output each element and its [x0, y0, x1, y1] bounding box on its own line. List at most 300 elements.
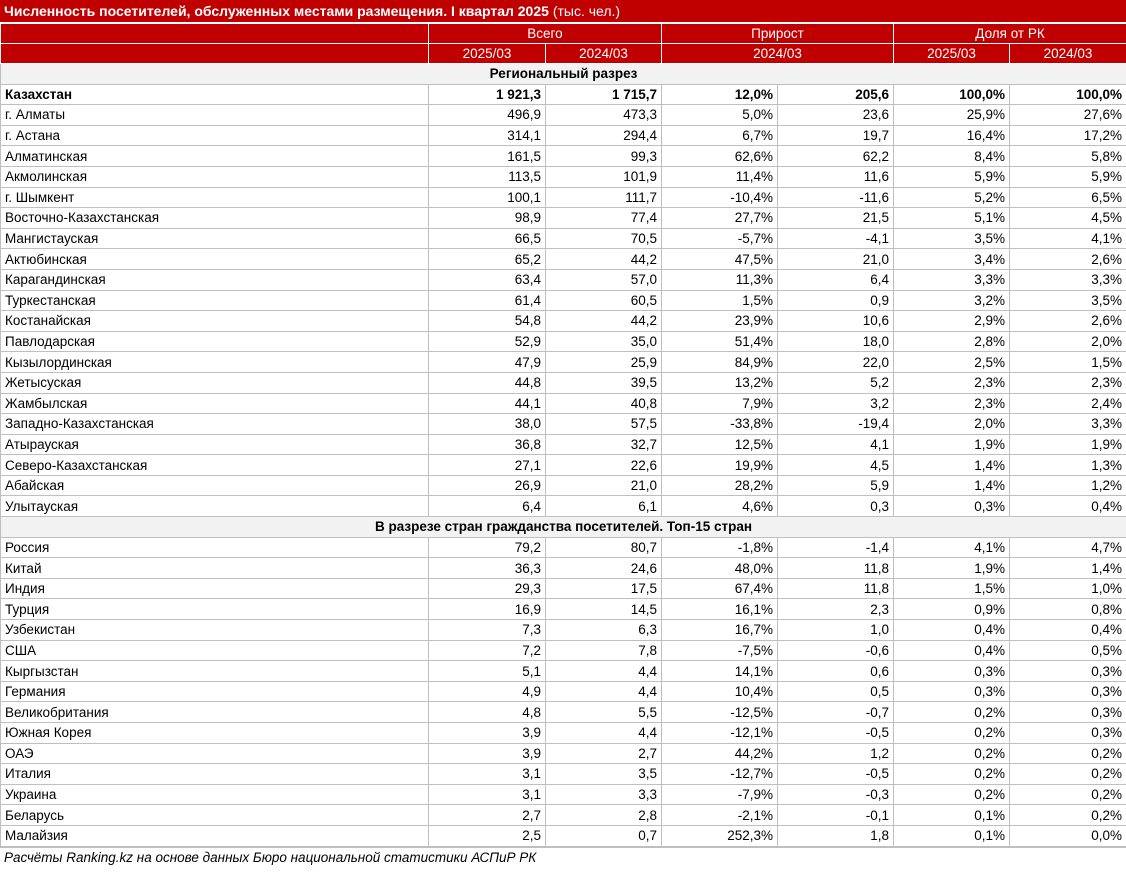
row-value: 3,5%: [1010, 290, 1126, 311]
table-row: [1, 269, 1126, 290]
row-value: 2,4%: [1010, 393, 1126, 414]
footer-note: Расчёты Ranking.kz на основе данных Бюро национальной статистики АСПиР РК: [0, 847, 1126, 868]
row-label: Китай: [1, 558, 429, 579]
section-title: В разрезе стран гражданства посетителей. Топ-15 стран: [1, 517, 1126, 538]
row-value: 11,6: [778, 166, 894, 187]
row-label: Индия: [1, 578, 429, 599]
row-value: 65,2: [429, 249, 546, 270]
table-row: [1, 208, 1126, 229]
row-value: 54,8: [429, 311, 546, 332]
row-label: Западно-Казахстанская: [1, 414, 429, 435]
row-value: 0,2%: [1010, 764, 1126, 785]
table-row: [1, 146, 1126, 167]
row-value: 12,0%: [662, 84, 778, 105]
table-row: [1, 311, 1126, 332]
row-value: 161,5: [429, 146, 546, 167]
row-value: 22,6: [546, 455, 662, 476]
table-row: [1, 743, 1126, 764]
header-blank: [1, 24, 429, 44]
row-value: 1,0%: [1010, 578, 1126, 599]
row-value: 1,9%: [1010, 434, 1126, 455]
row-value: 2,0%: [894, 414, 1010, 435]
row-value: 26,9: [429, 475, 546, 496]
row-value: 1 921,3: [429, 84, 546, 105]
table-row: [1, 393, 1126, 414]
header-row-groups: [1, 24, 1126, 44]
header-group-share: Доля от РК: [894, 24, 1126, 44]
row-value: 52,9: [429, 331, 546, 352]
row-value: 2,3%: [894, 372, 1010, 393]
row-value: 0,2%: [1010, 805, 1126, 826]
row-value: -0,1: [778, 805, 894, 826]
header-row-periods: [1, 44, 1126, 64]
row-value: 84,9%: [662, 352, 778, 373]
row-value: 4,9: [429, 681, 546, 702]
row-value: 0,3%: [1010, 702, 1126, 723]
row-value: 17,2%: [1010, 125, 1126, 146]
row-value: 7,8: [546, 640, 662, 661]
table-row: [1, 187, 1126, 208]
table-row: [1, 558, 1126, 579]
row-value: 2,7: [546, 743, 662, 764]
row-value: 14,1%: [662, 661, 778, 682]
table-row: [1, 661, 1126, 682]
section-header: [1, 517, 1126, 538]
title-unit: (тыс. чел.): [552, 3, 621, 19]
row-value: 6,3: [546, 620, 662, 641]
row-value: -0,5: [778, 764, 894, 785]
row-value: 2,7: [429, 805, 546, 826]
header-group-total: Всего: [429, 24, 662, 44]
row-label: Узбекистан: [1, 620, 429, 641]
row-value: 0,4%: [1010, 620, 1126, 641]
table-row: [1, 105, 1126, 126]
row-value: 6,4: [778, 269, 894, 290]
row-value: 6,4: [429, 496, 546, 517]
table-row: [1, 537, 1126, 558]
row-value: 67,4%: [662, 578, 778, 599]
row-value: 0,2%: [894, 723, 1010, 744]
row-value: 205,6: [778, 84, 894, 105]
row-value: -10,4%: [662, 187, 778, 208]
row-value: 5,8%: [1010, 146, 1126, 167]
row-value: 44,2%: [662, 743, 778, 764]
row-value: 1,9%: [894, 434, 1010, 455]
row-value: 17,5: [546, 578, 662, 599]
row-value: 100,0%: [894, 84, 1010, 105]
row-value: 0,1%: [894, 825, 1010, 846]
row-value: 5,9%: [1010, 166, 1126, 187]
row-value: 4,8: [429, 702, 546, 723]
row-value: 66,5: [429, 228, 546, 249]
row-value: 0,4%: [894, 640, 1010, 661]
row-value: 3,3%: [1010, 269, 1126, 290]
header-blank: [1, 44, 429, 64]
row-value: 7,2: [429, 640, 546, 661]
row-value: 23,9%: [662, 311, 778, 332]
row-label: Актюбинская: [1, 249, 429, 270]
row-value: 2,5: [429, 825, 546, 846]
row-value: 113,5: [429, 166, 546, 187]
row-value: 18,0: [778, 331, 894, 352]
row-value: 1,2%: [1010, 475, 1126, 496]
row-value: 57,0: [546, 269, 662, 290]
row-value: 3,3%: [894, 269, 1010, 290]
row-value: 3,3%: [1010, 414, 1126, 435]
row-value: 0,3%: [894, 681, 1010, 702]
row-value: 0,2%: [1010, 784, 1126, 805]
row-value: 2,9%: [894, 311, 1010, 332]
row-value: 36,3: [429, 558, 546, 579]
row-value: 0,5: [778, 681, 894, 702]
row-value: 39,5: [546, 372, 662, 393]
header-period: 2025/03: [429, 44, 546, 64]
row-value: 0,2%: [894, 784, 1010, 805]
row-value: 16,4%: [894, 125, 1010, 146]
row-value: -33,8%: [662, 414, 778, 435]
row-value: 4,6%: [662, 496, 778, 517]
row-value: 12,5%: [662, 434, 778, 455]
row-value: 38,0: [429, 414, 546, 435]
row-label: Алматинская: [1, 146, 429, 167]
row-label: Северо-Казахстанская: [1, 455, 429, 476]
data-table: [0, 23, 1126, 847]
row-label: Германия: [1, 681, 429, 702]
table-row: [1, 723, 1126, 744]
row-value: -5,7%: [662, 228, 778, 249]
row-value: 7,3: [429, 620, 546, 641]
row-value: 5,0%: [662, 105, 778, 126]
row-value: 4,1%: [1010, 228, 1126, 249]
row-label: Кызылординская: [1, 352, 429, 373]
row-value: 6,1: [546, 496, 662, 517]
table-row: [1, 372, 1126, 393]
table-row: [1, 620, 1126, 641]
row-value: 62,2: [778, 146, 894, 167]
table-row: [1, 640, 1126, 661]
row-value: 3,9: [429, 723, 546, 744]
row-label: Казахстан: [1, 84, 429, 105]
row-value: 99,3: [546, 146, 662, 167]
row-value: 2,5%: [894, 352, 1010, 373]
table-row: [1, 496, 1126, 517]
row-value: 0,3%: [1010, 723, 1126, 744]
row-value: 2,6%: [1010, 311, 1126, 332]
row-value: 51,4%: [662, 331, 778, 352]
table-row: [1, 228, 1126, 249]
row-value: 252,3%: [662, 825, 778, 846]
row-label: Карагандинская: [1, 269, 429, 290]
row-value: 100,1: [429, 187, 546, 208]
row-label: Турция: [1, 599, 429, 620]
row-label: Южная Корея: [1, 723, 429, 744]
table-row: [1, 825, 1126, 846]
section-title: Региональный разрез: [1, 64, 1126, 85]
table-row: [1, 352, 1126, 373]
row-value: 2,0%: [1010, 331, 1126, 352]
row-value: 0,2%: [1010, 743, 1126, 764]
row-value: 16,9: [429, 599, 546, 620]
row-label: Павлодарская: [1, 331, 429, 352]
row-value: 27,1: [429, 455, 546, 476]
table-row: [1, 702, 1126, 723]
row-value: 1,5%: [1010, 352, 1126, 373]
title-main: Численность посетителей, обслуженных местами размещения. I квартал 2025: [4, 3, 549, 19]
row-value: -1,8%: [662, 537, 778, 558]
row-value: 16,1%: [662, 599, 778, 620]
row-value: 5,1: [429, 661, 546, 682]
row-label: Улытауская: [1, 496, 429, 517]
row-value: 28,2%: [662, 475, 778, 496]
row-label: Кыргызстан: [1, 661, 429, 682]
row-value: 4,4: [546, 661, 662, 682]
row-value: 3,2: [778, 393, 894, 414]
row-value: 10,4%: [662, 681, 778, 702]
row-value: 314,1: [429, 125, 546, 146]
row-value: 5,9%: [894, 166, 1010, 187]
row-value: 44,2: [546, 249, 662, 270]
row-value: 0,2%: [894, 743, 1010, 764]
section-header: [1, 64, 1126, 85]
row-label: Жетысуская: [1, 372, 429, 393]
row-value: -12,7%: [662, 764, 778, 785]
row-value: 21,0: [546, 475, 662, 496]
row-value: 7,9%: [662, 393, 778, 414]
row-value: -0,7: [778, 702, 894, 723]
table-title: [0, 0, 1126, 23]
row-value: 98,9: [429, 208, 546, 229]
row-value: 14,5: [546, 599, 662, 620]
header-group-growth: Прирост: [662, 24, 894, 44]
row-value: 63,4: [429, 269, 546, 290]
row-value: 3,3: [546, 784, 662, 805]
row-label: Беларусь: [1, 805, 429, 826]
row-value: 4,5: [778, 455, 894, 476]
header-period: 2024/03: [662, 44, 894, 64]
table-row: [1, 166, 1126, 187]
row-label: ОАЭ: [1, 743, 429, 764]
row-value: 5,1%: [894, 208, 1010, 229]
row-label: Мангистауская: [1, 228, 429, 249]
row-label: г. Алматы: [1, 105, 429, 126]
row-label: Туркестанская: [1, 290, 429, 311]
row-value: 11,8: [778, 578, 894, 599]
table-row: [1, 125, 1126, 146]
table-row: [1, 475, 1126, 496]
row-label: Костанайская: [1, 311, 429, 332]
row-value: 111,7: [546, 187, 662, 208]
row-value: 3,9: [429, 743, 546, 764]
row-value: 19,9%: [662, 455, 778, 476]
row-value: 16,7%: [662, 620, 778, 641]
row-value: 11,3%: [662, 269, 778, 290]
row-value: 36,8: [429, 434, 546, 455]
row-value: 0,3%: [1010, 661, 1126, 682]
row-value: 32,7: [546, 434, 662, 455]
row-value: 1,4%: [1010, 558, 1126, 579]
row-value: 47,5%: [662, 249, 778, 270]
row-label: Жамбылская: [1, 393, 429, 414]
row-label: Великобритания: [1, 702, 429, 723]
row-value: 1,0: [778, 620, 894, 641]
row-value: 0,1%: [894, 805, 1010, 826]
row-value: 60,5: [546, 290, 662, 311]
row-value: 1,8: [778, 825, 894, 846]
row-value: 2,8: [546, 805, 662, 826]
row-value: 5,5: [546, 702, 662, 723]
row-value: 4,7%: [1010, 537, 1126, 558]
row-value: 57,5: [546, 414, 662, 435]
header-period: 2025/03: [894, 44, 1010, 64]
row-label: США: [1, 640, 429, 661]
row-value: 11,4%: [662, 166, 778, 187]
row-value: 0,4%: [1010, 496, 1126, 517]
row-value: -7,5%: [662, 640, 778, 661]
row-value: 10,6: [778, 311, 894, 332]
row-value: 2,3%: [1010, 372, 1126, 393]
row-value: 21,0: [778, 249, 894, 270]
row-value: 2,3: [778, 599, 894, 620]
header-period: 2024/03: [546, 44, 662, 64]
table-row: [1, 805, 1126, 826]
row-value: 48,0%: [662, 558, 778, 579]
row-value: 473,3: [546, 105, 662, 126]
row-value: 4,5%: [1010, 208, 1126, 229]
row-value: 1,3%: [1010, 455, 1126, 476]
row-value: 24,6: [546, 558, 662, 579]
row-label: Россия: [1, 537, 429, 558]
row-value: 2,3%: [894, 393, 1010, 414]
row-value: 40,8: [546, 393, 662, 414]
row-value: 496,9: [429, 105, 546, 126]
row-label: Италия: [1, 764, 429, 785]
row-value: 0,9%: [894, 599, 1010, 620]
row-value: -7,9%: [662, 784, 778, 805]
row-value: -1,4: [778, 537, 894, 558]
row-value: 27,6%: [1010, 105, 1126, 126]
row-value: 77,4: [546, 208, 662, 229]
row-value: 3,2%: [894, 290, 1010, 311]
table-row: [1, 455, 1126, 476]
row-value: 100,0%: [1010, 84, 1126, 105]
table-row: [1, 599, 1126, 620]
row-value: 25,9: [546, 352, 662, 373]
row-value: 5,9: [778, 475, 894, 496]
row-value: 6,7%: [662, 125, 778, 146]
row-value: 79,2: [429, 537, 546, 558]
table-row: [1, 434, 1126, 455]
row-value: 44,1: [429, 393, 546, 414]
row-value: 0,9: [778, 290, 894, 311]
row-value: 25,9%: [894, 105, 1010, 126]
row-value: 5,2%: [894, 187, 1010, 208]
row-value: -0,5: [778, 723, 894, 744]
row-value: -12,1%: [662, 723, 778, 744]
row-value: 44,2: [546, 311, 662, 332]
row-value: 0,3%: [1010, 681, 1126, 702]
row-value: 0,6: [778, 661, 894, 682]
row-value: 3,4%: [894, 249, 1010, 270]
row-value: 35,0: [546, 331, 662, 352]
row-value: 1,5%: [894, 578, 1010, 599]
table-row: [1, 414, 1126, 435]
row-value: 5,2: [778, 372, 894, 393]
table-row: [1, 681, 1126, 702]
row-value: 4,1%: [894, 537, 1010, 558]
row-value: 0,8%: [1010, 599, 1126, 620]
row-value: 4,4: [546, 723, 662, 744]
row-value: -2,1%: [662, 805, 778, 826]
table-row: [1, 249, 1126, 270]
row-value: 294,4: [546, 125, 662, 146]
row-label: Восточно-Казахстанская: [1, 208, 429, 229]
row-value: 2,6%: [1010, 249, 1126, 270]
table-row: [1, 784, 1126, 805]
table-row: [1, 290, 1126, 311]
row-label: г. Шымкент: [1, 187, 429, 208]
row-value: 0,3%: [894, 496, 1010, 517]
row-value: 19,7: [778, 125, 894, 146]
table-row: [1, 84, 1126, 105]
row-value: 1,2: [778, 743, 894, 764]
row-value: 13,2%: [662, 372, 778, 393]
row-value: 0,5%: [1010, 640, 1126, 661]
row-value: 23,6: [778, 105, 894, 126]
row-value: 1 715,7: [546, 84, 662, 105]
row-label: Атырауская: [1, 434, 429, 455]
row-value: -0,3: [778, 784, 894, 805]
row-label: Украина: [1, 784, 429, 805]
row-value: -12,5%: [662, 702, 778, 723]
row-value: 3,1: [429, 784, 546, 805]
row-value: 3,5: [546, 764, 662, 785]
row-label: г. Астана: [1, 125, 429, 146]
row-value: 22,0: [778, 352, 894, 373]
row-value: 3,5%: [894, 228, 1010, 249]
row-value: 0,2%: [894, 702, 1010, 723]
row-value: 1,4%: [894, 475, 1010, 496]
row-value: 29,3: [429, 578, 546, 599]
row-value: 1,9%: [894, 558, 1010, 579]
table-row: [1, 764, 1126, 785]
row-value: 1,4%: [894, 455, 1010, 476]
table-row: [1, 578, 1126, 599]
row-value: 0,3: [778, 496, 894, 517]
row-value: 6,5%: [1010, 187, 1126, 208]
row-value: -19,4: [778, 414, 894, 435]
row-value: 4,4: [546, 681, 662, 702]
table-row: [1, 331, 1126, 352]
row-label: Акмолинская: [1, 166, 429, 187]
row-value: 21,5: [778, 208, 894, 229]
row-value: 62,6%: [662, 146, 778, 167]
row-value: 3,1: [429, 764, 546, 785]
row-value: 1,5%: [662, 290, 778, 311]
row-value: 44,8: [429, 372, 546, 393]
row-value: 47,9: [429, 352, 546, 373]
row-value: 61,4: [429, 290, 546, 311]
row-value: 101,9: [546, 166, 662, 187]
row-value: 0,0%: [1010, 825, 1126, 846]
row-value: 0,4%: [894, 620, 1010, 641]
row-value: -4,1: [778, 228, 894, 249]
row-label: Абайская: [1, 475, 429, 496]
row-value: 80,7: [546, 537, 662, 558]
row-value: 0,3%: [894, 661, 1010, 682]
row-value: 4,1: [778, 434, 894, 455]
row-value: 8,4%: [894, 146, 1010, 167]
row-value: 70,5: [546, 228, 662, 249]
